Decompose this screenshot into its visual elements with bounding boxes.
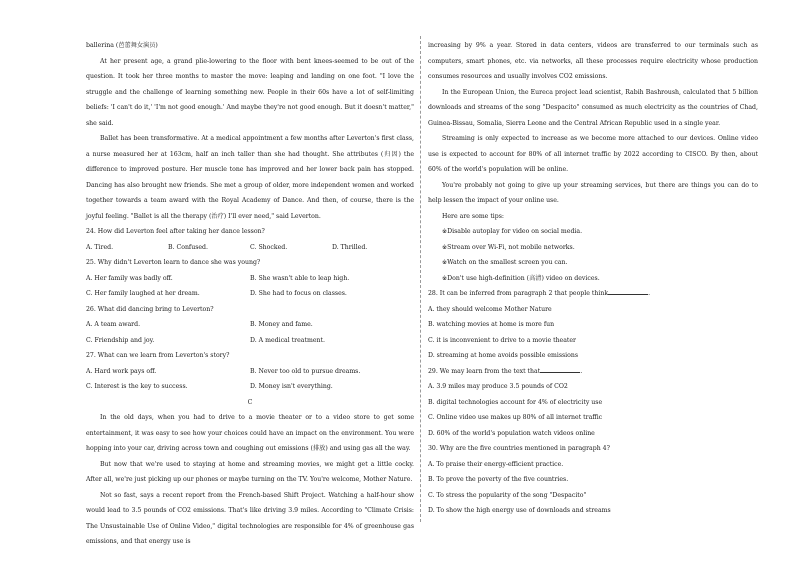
question-28: 28. It can be inferred from paragraph 2 that people think . <box>428 290 651 297</box>
tips-intro: Here are some tips: <box>442 212 505 220</box>
tip-item: ※Watch on the smallest screen you can. <box>442 259 568 266</box>
question-28-text: 28. It can be inferred from paragraph 2 that people think <box>428 290 609 297</box>
passage-c-paragraph-1: In the old days, when you had to drive to a movie theater or to a video store to get some entertainment, it was easy to see how your choices could have an impact on the environment. You were hopping into your car, driving across town and coughing out emissions (排放) and using gas all the way. <box>86 414 414 452</box>
section-c-heading: C <box>247 398 253 406</box>
question-26-options-cd <box>86 333 414 349</box>
option-b: B. To prove the poverty of the five countries. <box>428 476 569 483</box>
question-26-options-ab <box>86 317 414 333</box>
question-26: 26. What did dancing bring to Leverton? <box>86 305 214 313</box>
passage-c-paragraph-6: You're probably not going to give up your streaming services, but there are things you can do to help lessen the impact of your online use. <box>428 181 758 204</box>
left-column <box>86 38 414 550</box>
option-b: B. She wasn't able to leap high. <box>250 274 350 282</box>
option-d: D. streaming at home avoids possible emissions <box>428 352 579 359</box>
tip-item: ※Disable autoplay for video on social media. <box>442 228 583 235</box>
passage-c-paragraph-4: In the European Union, the Eureca project lead scientist, Rabih Bashroush, calculated that 5 billion downloads and streams of the song "Despacito" consumed as much electricity as the countries of Chad, Guinea-Bissau, Somalia, Sierra Leone and the Central African Republic used in a single year. <box>428 88 758 127</box>
question-25: 25. Why didn't Leverton learn to dance she was young? <box>86 259 261 266</box>
top-line: ballerina (芭蕾舞女演员) <box>86 42 158 49</box>
passage-c-paragraph-5: Streaming is only expected to increase as we become more attached to our devices. Online video use is expected to account for 80% of all internet traffic by 2022 according to CISCO. By then, about 60% of the world's population will be online. <box>428 135 758 173</box>
question-30: 30. Why are the five countries mentioned in paragraph 4? <box>428 445 610 452</box>
option-c: C. Her family laughed at her dream. <box>86 290 200 297</box>
right-column <box>428 38 758 519</box>
option-c: C. Online video use makes up 80% of all internet traffic <box>428 414 603 421</box>
option-a: A. To praise their energy-efficient practice. <box>428 460 564 468</box>
option-d: D. Thrilled. <box>332 243 368 251</box>
option-c: C. Interest is the key to success. <box>86 383 188 390</box>
tip-item: ※Stream over Wi-Fi, not mobile networks. <box>442 243 575 251</box>
option-b: B. watching movies at home is more fun <box>428 321 555 328</box>
option-a: A. Hard work pays off. <box>86 367 157 375</box>
option-c: C. Friendship and joy. <box>86 336 155 344</box>
option-c: C. To stress the popularity of the song "Despacito" <box>428 491 587 499</box>
option-d: D. A medical treatment. <box>250 336 325 344</box>
option-a: A. A team award. <box>86 321 141 328</box>
passage-b-paragraph-2: Ballet has been transformative. At a medical appointment a few months after Leverton's first class, a nurse measured her at 163cm, half an inch taller than she had thought. She attributes (归因) the difference to improved posture. Her muscle tone has improved and her lower back pain has stopped. Dancing has also brought new friends. She met a group of older, more independent women and worked together towards a team award with the Royal Academy of Dance. And then, of course, there is the joyful feeling. "Ballet is all the therapy (治疗) I'll ever need," said Leverton. <box>86 135 414 220</box>
option-c: C. Shocked. <box>250 243 288 251</box>
tip-item: ※Don't use high-definition (高清) video on devices. <box>442 274 600 282</box>
passage-b-paragraph-1: At her present age, a grand plie-lowering to the floor with bent knees-seemed to be out of the question. It took her three months to master the move: leaping and landing on one foot. "I love the struggle and the challenge of learning something new. People in their 60s have a lot of self-limiting beliefs: 'I can't do it,' 'I'm not good enough.' And maybe they're not good enough. But it doesn't matter," she said. <box>86 57 414 127</box>
option-b: B. Money and fame. <box>250 321 313 328</box>
question-25-options-ab <box>86 271 414 287</box>
option-d: D. To show the high energy use of downloads and streams <box>428 507 611 514</box>
question-27: 27. What can we learn from Leverton's story? <box>86 352 230 359</box>
passage-c-paragraph-2: But now that we're used to staying at home and streaming movies, we might get a little cocky. After all, we're just picking up our phones or maybe turning on the TV. You're welcome, Mother Nature. <box>86 460 414 483</box>
column-divider <box>420 36 421 522</box>
passage-c-paragraph-3: Not so fast, says a recent report from the French-based Shift Project. Watching a half-hour show would lead to 3.5 pounds of CO2 emissions. That's like driving 3.9 miles. According to "Climate Crisis: The Unsustainable Use of Online Video," digital technologies are responsible for 4% of greenhouse gas emissions, and that energy use is <box>86 491 414 545</box>
question-29-text: 29. We may learn from the text that <box>428 367 541 375</box>
option-a: A. they should welcome Mother Nature <box>428 305 552 313</box>
answer-blank <box>540 366 580 373</box>
option-b: B. digital technologies account for 4% of electricity use <box>428 398 603 406</box>
question-24: 24. How did Leverton feel after taking her dance lesson? <box>86 228 265 235</box>
option-b: B. Never too old to pursue dreams. <box>250 367 361 375</box>
option-d: D. Money isn't everything. <box>250 383 333 390</box>
option-d: D. She had to focus on classes. <box>250 290 347 297</box>
option-c: C. it is inconvenient to drive to a movie theater <box>428 336 577 344</box>
option-b: B. Confused. <box>168 243 208 251</box>
passage-c-paragraph-3-cont: increasing by 9% a year. Stored in data centers, videos are transferred to our terminals such as computers, smart phones, etc. via networks, all these processes require electricity whose production consumes resources and usually involves CO2 emissions. <box>428 42 758 80</box>
question-25-options-cd <box>86 286 414 302</box>
option-d: D. 60% of the world's population watch videos online <box>428 429 595 437</box>
answer-blank <box>608 288 648 295</box>
option-a: A. Her family was badly off. <box>86 274 173 282</box>
question-27-options-ab <box>86 364 414 380</box>
option-a: A. Tired. <box>86 243 114 251</box>
question-27-options-cd <box>86 379 414 395</box>
question-29: 29. We may learn from the text that . <box>428 367 583 375</box>
question-24-options <box>86 240 414 256</box>
option-a: A. 3.9 miles may produce 3.5 pounds of CO2 <box>428 383 568 390</box>
